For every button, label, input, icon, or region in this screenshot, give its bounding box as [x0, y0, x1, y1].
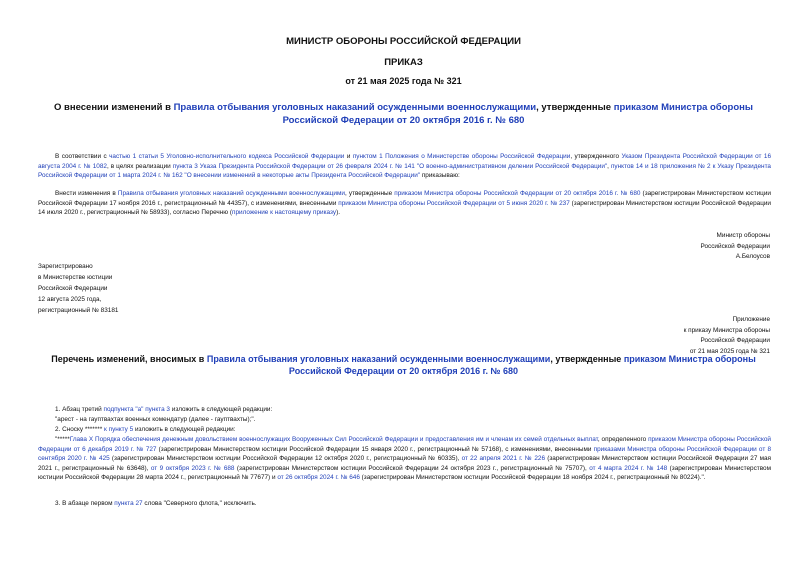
change-item-1-quote [38, 415, 771, 425]
paragraph-text: , [607, 162, 611, 170]
appendix-line: к приказу Министра обороны [683, 326, 770, 334]
paragraph-text: В соответствии с [55, 153, 110, 160]
point-27-link[interactable]: пункта 27 [114, 500, 143, 507]
registration-line: в Министерстве юстиции [38, 274, 113, 281]
order-688-link[interactable]: от 9 октября 2023 г. № 688 [150, 464, 235, 472]
point-5-link[interactable]: к пункту 5 [104, 426, 134, 433]
paragraph-text: , утвержденные [344, 190, 395, 197]
document-type-heading: ПРИКАЗ [384, 57, 423, 68]
paragraph-text: Внести изменения в [55, 190, 118, 197]
decree-162-link[interactable]: пунктов 14 и 18 приложения № 2 к Указу Президента Российской Федерации от 1 марта 2024 г. № 162 "О внесении изменений в некоторые акты Президента Российской Федерации" [38, 162, 771, 179]
ministry-regulation-link[interactable]: пунктом 1 Положения о Министерстве обороны Российской Федерации [352, 153, 571, 160]
signature-block [701, 231, 771, 263]
item-text: слова "Северного флота," исключить. [142, 500, 257, 507]
title-text: , утвержденные [536, 102, 614, 113]
change-item-2-body [38, 435, 771, 483]
title-text: О внесении изменений в [53, 102, 174, 113]
ministry-heading: МИНИСТР ОБОРОНЫ РОССИЙСКОЙ ФЕДЕРАЦИИ [286, 36, 521, 47]
signature-position: Российской Федерации [700, 242, 770, 250]
penal-code-link[interactable]: частью 1 статьи 5 Уголовно-исполнительного кодекса Российской Федерации [109, 153, 345, 160]
title-text: , утвержденные [550, 354, 624, 364]
change-item-3 [38, 499, 771, 509]
changes-list-title [40, 353, 767, 377]
registration-line: Российской Федерации [38, 285, 108, 292]
registration-number: регистрационный № 83181 [38, 307, 119, 314]
order-680-link[interactable]: приказом Министра обороны Российской Федерации от 20 октября 2016 г. № 680 [394, 190, 641, 197]
rules-link[interactable]: Правила отбывания уголовных наказаний осужденными военнослужащими [206, 354, 551, 364]
paragraph-text: (зарегистрирован Министерством юстиции Российской Федерации 14 июля 2020 г., регистрационный № 58933), согласно Перечню ( [38, 199, 771, 216]
item-text: (зарегистрирован Министерством юстиции Российской Федерации 28 марта 2024 г., регистрационный № 77677) и [38, 464, 771, 481]
change-item-1 [38, 405, 771, 415]
signature-name: А.Белоусов [735, 253, 770, 260]
item-text: изложить в следующей редакции: [133, 426, 236, 433]
appendix-line: Приложение [732, 316, 770, 323]
preamble-paragraph [38, 152, 771, 181]
item-text: (зарегистрирован Министерством юстиции Российской Федерации 18 ноября 2024 г., регистрационный № 80224).". [359, 474, 706, 481]
item-quote: "арест - на гауптвахтах военных комендатур (далее - гауптвахты);". [55, 416, 256, 423]
item-text: (зарегистрирован Министерством юстиции Российской Федерации 24 октября 2023 г., регистрационный № 75707), [234, 464, 590, 472]
appendix-header [684, 315, 770, 357]
order-680-link[interactable]: приказом Министра обороны Российской Федерации от 20 октября 2016 г. № 680 [282, 102, 753, 126]
order-paragraph [38, 189, 771, 218]
order-226-link[interactable]: от 22 апреля 2021 г. № 226 [461, 455, 545, 462]
decree-141-link[interactable]: пункта 3 Указа Президента Российской Федерации от 26 февраля 2024 г. № 141 "О военно-административном делении Российской Федерации" [172, 162, 608, 170]
order-646-link[interactable]: от 26 октября 2024 г. № 646 [277, 474, 360, 481]
item-text: 3. В абзаце первом [55, 500, 115, 507]
paragraph-text: ). [336, 209, 340, 216]
order-237-link[interactable]: приказом Министра обороны Российской Федерации от 5 июня 2020 г. № 237 [338, 199, 570, 207]
order-680-link[interactable]: приказом Министра обороны Российской Федерации от 20 октября 2016 г. № 680 [288, 354, 756, 376]
signature-position: Министр обороны [716, 232, 770, 239]
appendix-link[interactable]: приложение к настоящему приказу [232, 209, 337, 216]
item-text: 1. Абзац третий [55, 406, 104, 413]
change-item-2 [38, 425, 771, 435]
item-text: , определенного [597, 436, 649, 443]
decree-1082-link[interactable]: Указом Президента Российской Федерации от 16 августа 2004 г. № 1082 [38, 153, 772, 170]
order-727-link[interactable]: приказом Министра обороны Российской Федерации от 6 декабря 2019 г. № 727 [38, 436, 771, 453]
item-text: (зарегистрирован Министерством юстиции Российской Федерации 15 января 2020 г., регистрационный № 57168), с изменениями, внесенными [156, 445, 594, 453]
title-text: Перечень изменений, вносимых в [51, 354, 207, 364]
registration-line: Зарегистрировано [38, 263, 93, 270]
order-425-link[interactable]: приказами Министра обороны Российской Федерации от 8 сентября 2020 г. № 425 [38, 445, 772, 462]
document-title [40, 101, 767, 127]
registration-block [38, 261, 118, 316]
document-date-number: от 21 мая 2025 года № 321 [345, 76, 462, 86]
order-148-link[interactable]: от 4 марта 2024 г. № 148 [589, 464, 668, 472]
rules-link[interactable]: Правила отбывания уголовных наказаний осужденными военнослужащими [117, 190, 345, 197]
paragraph-text: , утвержденного [570, 153, 622, 160]
item-text: (зарегистрирован Министерством юстиции Российской Федерации 27 мая 2021 г., регистрационный № 63648), [38, 455, 772, 472]
paragraph-text: и [344, 153, 353, 160]
item-text: изложить в следующей редакции: [169, 406, 273, 413]
appendix-line: от 21 мая 2025 года № 321 [689, 347, 770, 355]
subpoint-3a-link[interactable]: подпункта "а" пункта 3 [103, 406, 170, 413]
rules-link[interactable]: Правила отбывания уголовных наказаний осужденными военнослужащими [173, 102, 537, 113]
paragraph-text: , в целях реализации [106, 162, 173, 170]
item-text: (зарегистрирован Министерством юстиции Российской Федерации 12 октября 2020 г., регистрационный № 60335), [109, 455, 462, 462]
chapter-x-link[interactable]: Глава X Порядка обеспечения денежным довольствием военнослужащих Вооруженных Сил Российской Федерации и предоставления им и членам их семей отдельных выплат [69, 436, 598, 443]
paragraph-text: (зарегистрирован Министерством юстиции Российской Федерации 17 ноября 2016 г., регистрационный № 44357), с изменениями, внесенными [38, 190, 771, 207]
item-text: 2. Сноску ******* [55, 426, 105, 433]
paragraph-text: приказываю: [420, 172, 460, 179]
appendix-line: Российской Федерации [700, 337, 770, 344]
registration-date: 12 августа 2025 года, [38, 296, 102, 303]
item-text: "***** [55, 436, 70, 443]
